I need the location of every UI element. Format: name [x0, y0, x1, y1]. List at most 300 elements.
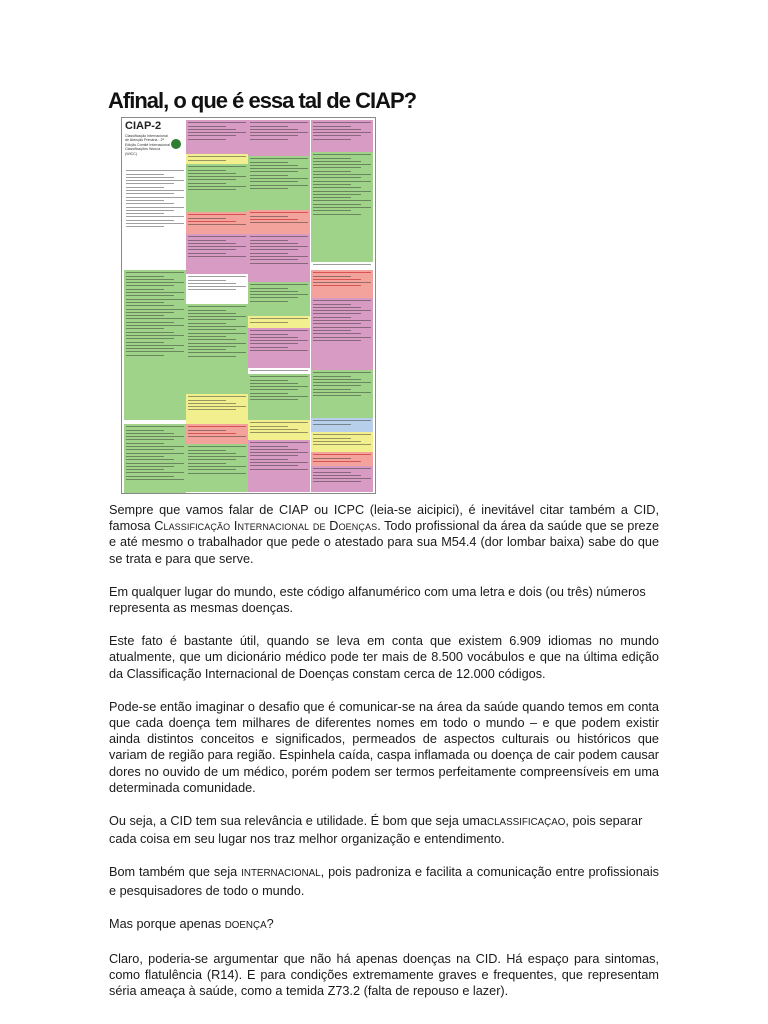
chart-column-1: [124, 120, 186, 491]
chart-text-line: [313, 333, 361, 334]
chart-text-line: [126, 223, 184, 224]
chart-text-line: [188, 469, 236, 470]
chart-column-3: [248, 120, 310, 491]
chart-subtitle: Classificação Internacional de Atenção Primária - 2ª Edição Comitê Internacional Classificações Wonca (WICC): [125, 134, 170, 156]
chart-block: [248, 120, 310, 156]
chart-text-line: [250, 442, 308, 443]
chart-text-line: [126, 210, 174, 211]
chart-text-line: [188, 349, 226, 350]
chart-text-line: [313, 184, 351, 185]
chart-text-line: [313, 389, 351, 390]
chart-text-line: [250, 337, 298, 338]
chart-block: [248, 316, 310, 328]
chart-text-line: [126, 355, 164, 356]
chart-text-line: [250, 185, 308, 186]
chart-text-line: [188, 221, 236, 222]
chart-text-line: [126, 433, 174, 434]
chart-text-line: [250, 178, 308, 179]
chart-text-line: [313, 200, 371, 201]
chart-text-line: [188, 396, 246, 397]
article-body: [109, 502, 659, 1017]
chart-text-line: [313, 434, 371, 435]
chart-text-line: [313, 161, 361, 162]
chart-text-line: [250, 171, 298, 172]
chart-block: [186, 120, 248, 154]
chart-text-line: [188, 446, 246, 447]
chart-text-line: [126, 183, 174, 184]
chart-block: [248, 210, 310, 234]
chart-text-line: [250, 343, 298, 344]
chart-text-line: [188, 329, 236, 330]
chart-text-line: [188, 356, 236, 357]
chart-text-line: [313, 313, 361, 314]
chart-text-line: [313, 204, 361, 205]
chart-text-line: [250, 396, 308, 397]
chart-text-line: [126, 332, 174, 333]
chart-text-line: [250, 259, 298, 260]
paragraph: [109, 502, 659, 567]
chart-block: [248, 440, 310, 492]
paragraph: Pode-se então imaginar o desafio que é comunicar-se na área da saúde quando temos em conta que cada doença tem milhares de diferentes nomes em todo o mundo – e que podem existir ainda distintos conceitos e significados, permeados de aspectos culturais ou históricos que variam de região para região. Espinhela caída, caspa inflamada ou doença de cair podem causar dores no ouvido de um médico, porém podem ser termos perfeitamente compreensíveis em uma determinada comunidade.: [109, 699, 659, 795]
chart-text-line: [188, 313, 236, 314]
chart-text-line: [250, 181, 298, 182]
chart-text-line: [250, 432, 308, 433]
chart-block: [311, 418, 373, 432]
chart-column-4: [311, 120, 373, 491]
chart-text-line: [313, 174, 371, 175]
chart-text-line: [126, 174, 164, 175]
chart-block: [186, 164, 248, 212]
chart-text-line: [188, 135, 236, 136]
chart-text-line: [188, 286, 246, 287]
chart-text-line: [250, 340, 308, 341]
chart-text-line: [188, 289, 236, 290]
chart-text-line: [250, 350, 308, 351]
chart-text-line: [313, 340, 361, 341]
chart-block: [311, 452, 373, 466]
chart-text-line: [188, 323, 226, 324]
chart-text-line: [188, 170, 226, 171]
chart-text-line: [188, 463, 226, 464]
chart-text-line: [250, 469, 308, 470]
chart-block: [186, 424, 248, 444]
chart-text-line: [188, 466, 246, 467]
chart-text-line: [250, 158, 308, 159]
chart-text-line: [250, 322, 288, 323]
chart-text-line: [126, 351, 184, 352]
chart-text-line: [188, 160, 226, 161]
chart-block: [124, 424, 186, 494]
chart-text-line: [313, 392, 371, 393]
chart-text-line: [188, 343, 246, 344]
page-title: Afinal, o que é essa tal de CIAP?: [108, 88, 417, 113]
small-caps-term: CLASSIFICAÇAO: [487, 817, 566, 829]
chart-text-line: [188, 400, 226, 401]
chart-text-line: [313, 424, 351, 425]
chart-text-line: [188, 214, 246, 215]
chart-text-line: [250, 465, 298, 466]
chart-text-line: [313, 468, 371, 469]
chart-text-line: [313, 214, 361, 215]
small-caps-term: INTERNACIONAL: [241, 868, 321, 880]
text-span: Ou seja, a CID tem sua relevância e utilidade. É bom que seja uma: [109, 814, 488, 829]
chart-text-line: [126, 272, 184, 273]
small-caps-term: DOENÇA: [224, 919, 267, 931]
chart-block: [311, 298, 373, 370]
chart-text-line: [188, 326, 246, 327]
chart-text-line: [126, 463, 184, 464]
chart-block: [186, 234, 248, 274]
chart-text-line: [313, 382, 371, 383]
chart-text-line: [250, 175, 288, 176]
chart-text-line: [250, 347, 288, 348]
chart-text-line: [313, 164, 371, 165]
chart-text-line: [188, 306, 246, 307]
chart-block: [248, 156, 310, 210]
chart-block: [186, 394, 248, 424]
chart-text-line: [188, 156, 246, 157]
chart-text-line: [250, 429, 298, 430]
chart-text-line: [250, 263, 308, 264]
chart-text-line: [188, 189, 236, 190]
chart-text-line: [250, 253, 288, 254]
chart-text-line: [313, 191, 371, 192]
chart-text-line: [126, 276, 164, 277]
chart-text-line: [126, 426, 184, 427]
chart-text-line: [250, 389, 298, 390]
chart-text-line: [126, 302, 164, 303]
chart-text-line: [188, 253, 226, 254]
chart-text-line: [313, 154, 371, 155]
chart-text-line: [188, 240, 226, 241]
chart-text-line: [126, 439, 174, 440]
chart-text-line: [250, 243, 298, 244]
chart-text-line: [126, 443, 164, 444]
chart-text-line: [250, 256, 308, 257]
chart-text-line: [250, 452, 308, 453]
chart-text-line: [126, 318, 184, 319]
chart-text-line: [250, 135, 298, 136]
chart-text-line: [126, 220, 174, 221]
chart-text-line: [313, 122, 371, 123]
chart-block: [311, 120, 373, 152]
text-span: . Todo profissional da área da saúde que se preze e até mesmo o trabalhador que pede o atestado para sua M54.4 (dor lombar baixa) sabe do que se trata e para que serve.: [109, 519, 660, 566]
chart-text-line: [126, 469, 164, 470]
chart-block: [248, 282, 310, 316]
chart-text-line: [250, 422, 308, 423]
chart-text-line: [188, 283, 236, 284]
chart-text-line: [126, 305, 174, 306]
chart-text-line: [313, 472, 351, 473]
chart-text-line: [313, 385, 361, 386]
chart-text-line: [250, 129, 298, 130]
chart-text-line: [126, 285, 174, 286]
chart-text-line: [250, 462, 308, 463]
chart-text-line: [188, 249, 236, 250]
chart-text-line: [188, 218, 226, 219]
chart-text-line: [250, 165, 298, 166]
chart-text-line: [250, 297, 298, 298]
chart-text-line: [313, 420, 371, 421]
chart-text-line: [313, 197, 351, 198]
chart-text-line: [250, 386, 308, 387]
chart-text-line: [250, 301, 288, 302]
text-span: Bom também que seja: [109, 865, 242, 880]
chart-text-line: [313, 327, 371, 328]
chart-text-line: [313, 438, 351, 439]
chart-column-2: [186, 120, 248, 491]
chart-text-line: [126, 479, 184, 480]
chart-text-line: [126, 190, 184, 191]
chart-block: [311, 270, 373, 298]
chart-text-line: [313, 300, 371, 301]
chart-text-line: [250, 288, 288, 289]
chart-text-line: [188, 176, 246, 177]
chart-text-line: [313, 126, 351, 127]
chart-text-line: [313, 458, 351, 459]
paragraph: [109, 916, 659, 934]
chart-text-line: [313, 304, 351, 305]
chart-text-line: [313, 330, 351, 331]
chart-block: [248, 234, 310, 282]
chart-text-line: [188, 403, 236, 404]
chart-text-line: [188, 224, 246, 225]
chart-text-line: [126, 335, 184, 336]
paragraph: [109, 864, 659, 898]
chart-text-line: [188, 276, 246, 277]
chart-text-line: [126, 476, 174, 477]
chart-text-line: [250, 393, 288, 394]
chart-text-line: [126, 295, 174, 296]
chart-text-line: [250, 459, 288, 460]
chart-text-line: [188, 456, 246, 457]
chart-text-line: [313, 444, 371, 445]
chart-text-line: [188, 430, 226, 431]
chart-text-line: [126, 312, 174, 313]
chart-text-line: [188, 310, 226, 311]
chart-text-line: [250, 139, 288, 140]
chart-text-line: [126, 207, 184, 208]
chart-text-line: [188, 246, 246, 247]
chart-text-line: [188, 409, 236, 410]
chart-text-line: [126, 282, 184, 283]
chart-text-line: [250, 383, 298, 384]
chart-text-line: [313, 461, 361, 462]
chart-block: [311, 466, 373, 492]
chart-text-line: [126, 177, 174, 178]
chart-text-line: [313, 158, 351, 159]
chart-text-line: [188, 122, 246, 123]
chart-block: [311, 370, 373, 418]
text-span: ?: [266, 916, 274, 931]
chart-text-line: [250, 330, 308, 331]
chart-text-line: [188, 406, 246, 407]
chart-text-line: [126, 180, 184, 181]
chart-text-line: [313, 276, 351, 277]
chart-text-line: [126, 309, 184, 310]
chart-text-line: [126, 472, 184, 473]
chart-text-line: [126, 436, 184, 437]
chart-text-line: [313, 272, 371, 273]
chart-text-line: [126, 325, 184, 326]
chart-text-line: [126, 322, 174, 323]
text-span: , pois padroniza e facilita a comunicação entre profissionais e pesquisadores de todo o mundo.: [109, 865, 659, 898]
chart-text-line: [126, 449, 174, 450]
chart-text-line: [188, 339, 236, 340]
chart-text-line: [126, 453, 184, 454]
paragraph: Claro, poderia-se argumentar que não há apenas doenças na CID. Há espaço para sintomas, como flatulência (R14). E para condições extremamente graves e frequentes, que representam séria ameaça à saúde, como a temida Z73.2 (falta de repouso e lazer).: [109, 952, 659, 999]
chart-text-line: [188, 459, 236, 460]
chart-text-line: [250, 380, 288, 381]
ciap-2-chart-image: [121, 117, 376, 494]
paragraph: Em qualquer lugar do mundo, este código alfanumérico com uma letra e dois (ou três) números representa as mesmas doenças.: [109, 584, 646, 616]
chart-text-line: [313, 481, 361, 482]
chart-text-line: [126, 446, 184, 447]
chart-text-line: [126, 328, 164, 329]
chart-text-line: [188, 173, 236, 174]
chart-block: [186, 304, 248, 394]
chart-text-line: [250, 284, 308, 285]
chart-block: [311, 262, 373, 270]
chart-text-line: [250, 122, 308, 123]
chart-text-line: [126, 466, 174, 467]
chart-text-line: [188, 346, 236, 347]
chart-text-line: [188, 186, 246, 187]
chart-text-line: [313, 317, 351, 318]
chart-text-line: [188, 336, 226, 337]
chart-text-line: [188, 236, 246, 237]
chart-text-line: [126, 279, 174, 280]
chart-text-line: [126, 292, 184, 293]
chart-text-line: [126, 213, 164, 214]
chart-text-line: [313, 475, 361, 476]
chart-text-line: [313, 167, 361, 168]
chart-text-line: [250, 291, 298, 292]
chart-text-line: [188, 132, 246, 133]
chart-text-line: [250, 162, 288, 163]
chart-text-line: [126, 203, 174, 204]
chart-text-line: [313, 132, 371, 133]
chart-text-line: [313, 320, 371, 321]
chart-block: [248, 420, 310, 440]
chart-text-line: [126, 170, 184, 171]
ciap-logo: CIAP-2: [125, 120, 162, 132]
chart-text-line: [313, 282, 371, 283]
chart-text-line: [126, 348, 174, 349]
chart-text-line: [313, 307, 361, 308]
chart-text-line: [188, 126, 226, 127]
chart-text-line: [188, 333, 246, 334]
chart-text-line: [250, 219, 298, 220]
chart-text-line: [313, 310, 371, 311]
chart-text-line: [188, 352, 246, 353]
text-span: Mas porque apenas: [109, 916, 225, 931]
chart-text-line: [126, 187, 164, 188]
chart-text-line: [188, 166, 246, 167]
chart-text-line: [313, 210, 351, 211]
chart-text-line: [313, 478, 371, 479]
chart-text-line: [188, 183, 226, 184]
chart-text-line: [126, 342, 164, 343]
chart-block: [311, 432, 373, 452]
chart-text-line: [188, 243, 236, 244]
chart-text-line: [250, 399, 298, 400]
chart-text-line: [126, 456, 164, 457]
chart-text-line: [188, 433, 236, 434]
chart-text-line: [313, 441, 361, 442]
chart-text-line: [313, 279, 361, 280]
chart-text-line: [188, 129, 236, 130]
chart-text-line: [250, 455, 298, 456]
chart-block: [124, 270, 186, 420]
chart-text-line: [250, 318, 308, 319]
chart-block: [124, 168, 186, 270]
chart-text-line: [250, 168, 308, 169]
chart-text-line: [126, 345, 184, 346]
chart-text-line: [188, 179, 236, 180]
chart-text-line: [188, 426, 246, 427]
chart-block: [186, 444, 248, 492]
chart-text-line: [126, 200, 164, 201]
chart-text-line: [313, 171, 351, 172]
chart-text-line: [313, 135, 361, 136]
text-span: Sempre que vamos falar de CIAP ou ICPC (leia-se aicipici), é inevitável citar também a CID, famosa: [109, 503, 659, 534]
chart-text-line: [126, 338, 174, 339]
chart-text-line: [250, 222, 308, 223]
chart-text-line: [188, 436, 246, 437]
chart-text-line: [250, 188, 288, 189]
chart-block: [186, 212, 248, 234]
chart-text-line: [250, 426, 288, 427]
text-span: , pois separar cada coisa em seu lugar nos traz melhor organização e entendimento.: [109, 814, 643, 847]
chart-text-line: [313, 372, 371, 373]
paragraph: Este fato é bastante útil, quando se leva em conta que existem 6.909 idiomas no mundo atualmente, que um dicionário médico pode ter mais de 8.500 vocábulos e que na última edição da Classificação Internacional de Doenças constam cerca de 12.000 códigos.: [109, 634, 659, 681]
chart-block: [248, 374, 310, 420]
chart-text-line: [313, 187, 361, 188]
chart-text-line: [313, 379, 361, 380]
chart-block: [186, 154, 248, 164]
chart-text-line: [188, 280, 226, 281]
chart-text-line: [250, 212, 308, 213]
chart-text-line: [250, 449, 298, 450]
chart-text-line: [188, 316, 246, 317]
chart-text-line: [313, 177, 361, 178]
chart-text-line: [313, 129, 361, 130]
chart-text-line: [188, 453, 236, 454]
chart-text-line: [250, 132, 308, 133]
chart-text-line: [250, 376, 308, 377]
chart-text-line: [313, 181, 371, 182]
chart-text-line: [313, 207, 371, 208]
chart-text-line: [250, 240, 288, 241]
chart-text-line: [126, 226, 164, 227]
chart-text-line: [313, 454, 371, 455]
chart-text-line: [313, 395, 361, 396]
chart-text-line: [126, 315, 164, 316]
chart-text-line: [313, 376, 351, 377]
chart-text-line: [126, 299, 184, 300]
chart-text-line: [313, 264, 371, 265]
chart-text-line: [250, 334, 288, 335]
chart-text-line: [250, 370, 308, 371]
chart-text-line: [313, 337, 371, 338]
chart-text-line: [126, 289, 164, 290]
paragraph: [109, 813, 659, 847]
chart-text-line: [250, 446, 288, 447]
chart-text-line: [188, 319, 236, 320]
chart-text-line: [250, 216, 288, 217]
chart-text-line: [126, 459, 174, 460]
